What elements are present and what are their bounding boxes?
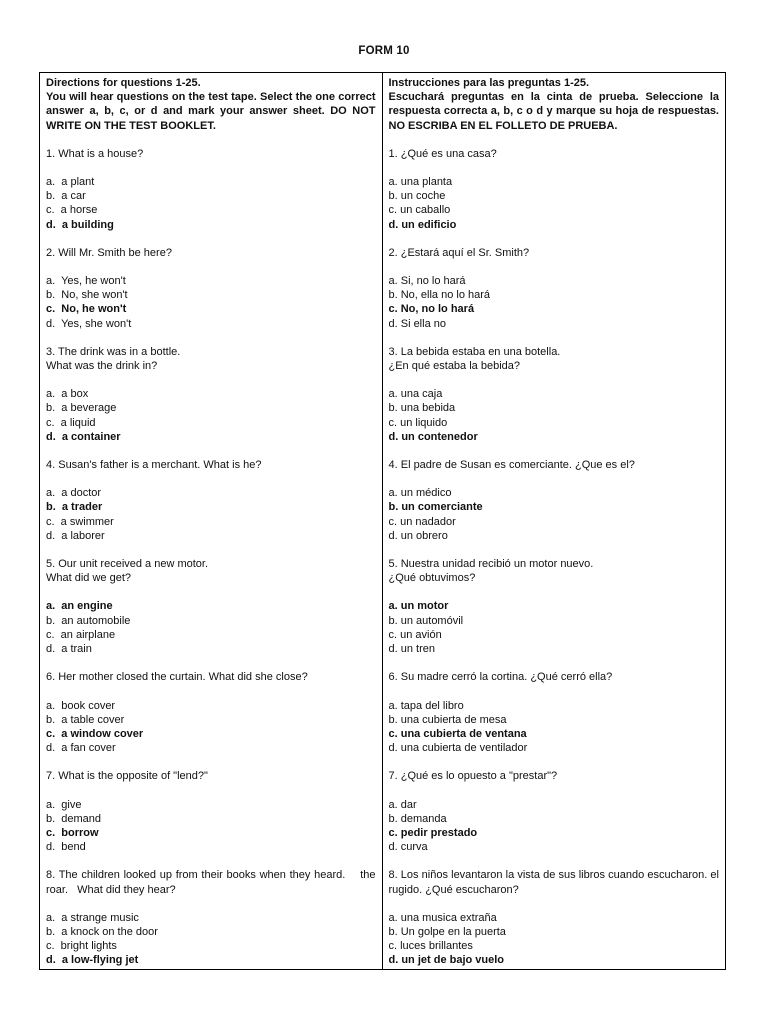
answer-option: b. demand <box>46 812 102 825</box>
answer-option: a. Si, no lo hará <box>388 275 466 288</box>
answer-option: b. una cubierta de mesa <box>388 713 507 726</box>
answer-option: d. a train <box>46 643 92 656</box>
answer-options <box>46 387 376 444</box>
answer-option: c. a swimmer <box>46 515 114 528</box>
answer-options <box>46 274 376 331</box>
answer-option-correct: c. pedir prestado <box>388 826 478 839</box>
question-block <box>388 868 723 967</box>
directions-heading: Instrucciones para las preguntas 1-25. <box>388 77 590 89</box>
answer-option: a. a box <box>46 388 89 401</box>
answer-options <box>389 798 720 855</box>
answer-option: a. a doctor <box>46 487 102 500</box>
answer-option: c. an airplane <box>46 628 116 641</box>
answer-options <box>46 486 376 543</box>
answer-option-correct: d. a building <box>46 218 114 231</box>
question-text: 2. ¿Estará aquí el Sr. Smith? <box>388 246 530 259</box>
spanish-question-list <box>388 147 723 968</box>
answer-option: a. tapa del libro <box>388 699 464 712</box>
question-block <box>46 557 376 656</box>
answer-option: c. un avión <box>388 628 442 641</box>
answer-option-correct: d. un jet de bajo vuelo <box>388 954 505 967</box>
question-text: 3. La bebida estaba en una botella. ¿En qué estaba la bebida? <box>388 345 561 373</box>
question-text: 4. El padre de Susan es comerciante. ¿Que es el? <box>388 459 635 472</box>
answer-options <box>46 699 376 756</box>
answer-option: b. una bebida <box>388 402 456 415</box>
question-block <box>389 345 720 444</box>
question-block <box>46 246 376 331</box>
question-block <box>389 769 720 854</box>
answer-option: b. a table cover <box>46 713 125 726</box>
question-block <box>46 345 376 444</box>
answer-options <box>389 699 720 756</box>
question-text: 2. Will Mr. Smith be here? <box>46 246 172 259</box>
question-block <box>46 670 376 755</box>
question-text: 1. What is a house? <box>46 147 144 160</box>
question-block <box>389 147 720 232</box>
answer-option: a. a strange music <box>46 911 139 924</box>
answer-option: b. a car <box>46 190 86 203</box>
answer-option-correct: d. un edificio <box>388 218 457 231</box>
answer-option: a. dar <box>388 798 417 811</box>
answer-option-correct: d. a container <box>46 430 121 443</box>
answer-option: a. una planta <box>388 176 453 189</box>
answer-options <box>389 486 720 543</box>
answer-option: a. give <box>46 798 82 811</box>
answer-option-correct: c. No, he won't <box>46 303 127 316</box>
question-text: 3. The drink was in a bottle. What was the drink in? <box>46 345 181 373</box>
answer-option: c. un liquido <box>388 416 448 429</box>
answer-option-correct: d. un contenedor <box>388 430 478 443</box>
answer-options <box>46 175 376 232</box>
answer-option: a. una caja <box>388 388 443 401</box>
question-text: 8. Los niños levantaron la vista de sus libros cuando escucharon. el rugido. ¿Qué escucharon? <box>388 869 723 896</box>
answer-option-correct: c. a window cover <box>46 727 144 740</box>
question-text: 7. What is the opposite of "lend?" <box>46 770 208 783</box>
answer-option: a. un médico <box>388 487 452 500</box>
answer-option-correct: b. a trader <box>46 501 103 514</box>
question-text: 6. Su madre cerró la cortina. ¿Qué cerró ella? <box>388 671 613 684</box>
answer-option: a. una musica extraña <box>388 911 497 924</box>
answer-option: d. a laborer <box>46 529 105 542</box>
question-text: 5. Nuestra unidad recibió un motor nuevo. ¿Qué obtuvimos? <box>388 558 594 585</box>
answer-option: b. un automóvil <box>388 614 464 627</box>
question-block <box>389 246 720 331</box>
answer-option: d. curva <box>388 841 428 854</box>
answer-option: b. a beverage <box>46 402 117 415</box>
question-block <box>46 868 379 967</box>
answer-options <box>389 599 720 656</box>
answer-option: c. a liquid <box>46 416 96 429</box>
answer-option: c. luces brillantes <box>388 940 473 953</box>
answer-option: b. No, ella no lo hará <box>388 289 491 302</box>
answer-option-correct: a. an engine <box>46 600 113 613</box>
answer-options <box>46 599 376 656</box>
answer-option-correct: c. una cubierta de ventana <box>388 727 527 740</box>
answer-option: d. bend <box>46 841 86 854</box>
answer-option: d. un obrero <box>388 529 448 542</box>
answer-option: d. Si ella no <box>388 317 446 330</box>
answer-options <box>389 387 720 444</box>
answer-option: a. Yes, he won't <box>46 275 126 288</box>
answer-options <box>46 911 376 968</box>
answer-option: c. un caballo <box>388 204 451 217</box>
answer-option: b. demanda <box>388 812 447 825</box>
answer-option: b. a knock on the door <box>46 925 158 938</box>
directions-body: Escuchará preguntas en la cinta de prueba. Seleccione la respuesta correcta a, b, c o d y marque su hoja de respuestas. NO ESCRIBA EN EL FOLLETO DE PRUEBA. <box>388 91 719 132</box>
answer-option: b. No, she won't <box>46 289 128 302</box>
answer-option: d. un tren <box>388 643 435 656</box>
answer-option: b. Un golpe en la puerta <box>388 925 506 938</box>
english-column <box>40 73 383 969</box>
question-block <box>46 147 376 232</box>
answer-option-correct: c. No, no lo hará <box>388 303 475 316</box>
question-text: 1. ¿Qué es una casa? <box>388 147 497 160</box>
question-text: 4. Susan's father is a merchant. What is he? <box>46 459 262 472</box>
answer-option: d. una cubierta de ventilador <box>388 742 528 755</box>
question-text: 6. Her mother closed the curtain. What did she close? <box>46 671 308 684</box>
english-question-list <box>46 147 379 968</box>
directions-body: You will hear questions on the test tape. Select the one correct answer a, b, c, or d and mark your answer sheet. DO NOT WRITE ON THE TEST BOOKLET. <box>46 91 376 132</box>
answer-option-correct: b. un comerciante <box>388 501 483 514</box>
question-text: 5. Our unit received a new motor. What did we get? <box>46 558 209 585</box>
answer-option: b. un coche <box>388 190 446 203</box>
answer-option-correct: c. borrow <box>46 826 99 839</box>
answer-option: a. a plant <box>46 176 95 189</box>
answer-option: c. a horse <box>46 204 98 217</box>
answer-option-correct: d. a low-flying jet <box>46 954 139 967</box>
form-title: FORM 10 <box>358 45 410 57</box>
question-block <box>46 769 376 854</box>
spanish-directions <box>389 76 720 133</box>
question-block <box>389 670 720 755</box>
question-block <box>46 458 376 543</box>
directions-heading: Directions for questions 1-25. <box>46 77 201 89</box>
answer-option: b. an automobile <box>46 614 131 627</box>
answer-option: d. Yes, she won't <box>46 317 132 330</box>
question-block <box>389 557 720 656</box>
answer-option: c. bright lights <box>46 940 117 953</box>
answer-option: d. a fan cover <box>46 742 116 755</box>
answer-option-correct: a. un motor <box>388 600 449 613</box>
question-block <box>389 458 720 543</box>
spanish-column <box>383 73 726 969</box>
answer-option: a. book cover <box>46 699 116 712</box>
answer-option: c. un nadador <box>388 515 456 528</box>
answer-options <box>389 175 720 232</box>
answer-options <box>389 911 720 968</box>
answer-options <box>46 798 376 855</box>
question-table <box>39 72 726 970</box>
question-text: 8. The children looked up from their books when they heard. the roar. What did they hear? <box>46 869 379 896</box>
question-text: 7. ¿Qué es lo opuesto a "prestar"? <box>388 770 558 783</box>
english-directions <box>46 76 376 133</box>
answer-options <box>389 274 720 331</box>
